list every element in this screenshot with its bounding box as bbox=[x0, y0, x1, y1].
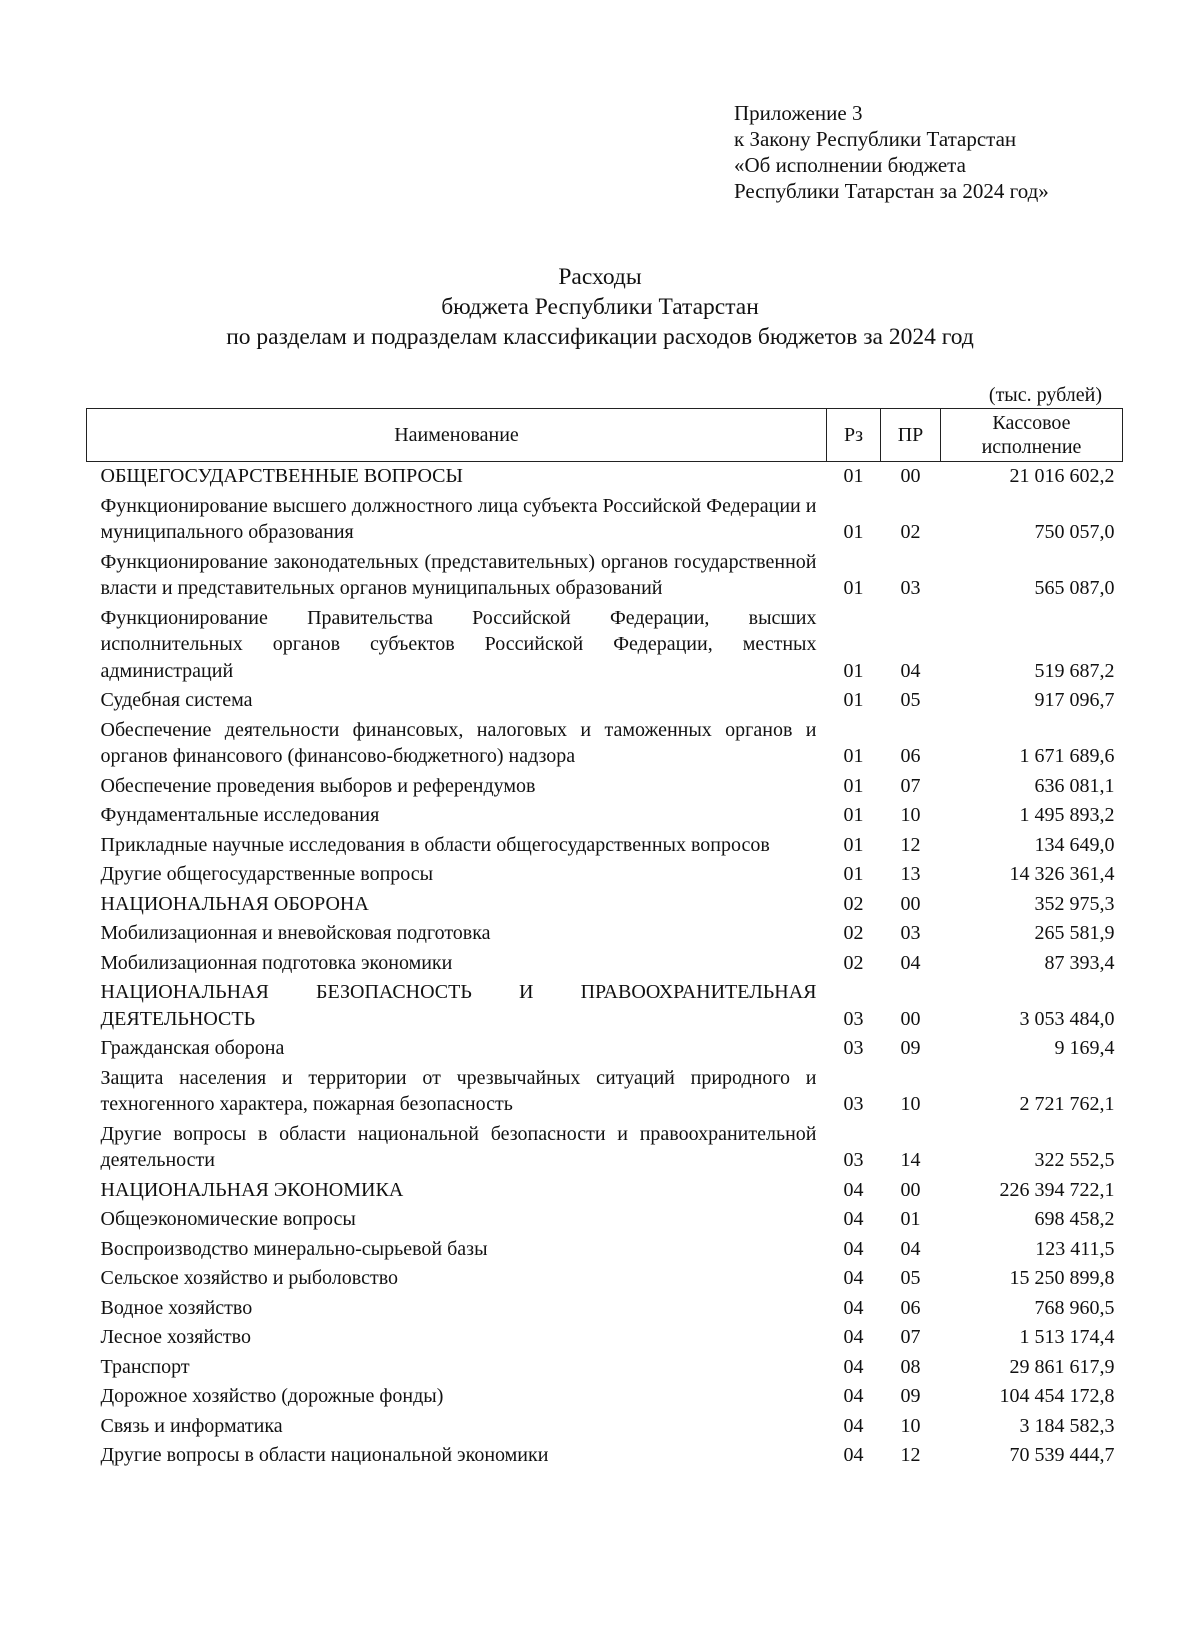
row-section-code: 01 bbox=[843, 863, 864, 885]
row-section-code: 01 bbox=[843, 577, 864, 599]
row-amount: 750 057,0 bbox=[1034, 521, 1115, 543]
row-section-code: 01 bbox=[843, 833, 864, 856]
row-name: Транспорт bbox=[100, 1355, 190, 1378]
row-amount: 565 087,0 bbox=[1034, 577, 1115, 599]
row-section-code: 02 bbox=[843, 922, 864, 944]
table-row bbox=[87, 686, 1123, 716]
row-amount: 9 169,4 bbox=[1054, 1037, 1115, 1059]
appendix-line-3: «Об исполнении бюджета bbox=[734, 153, 966, 177]
row-section-code: 04 bbox=[843, 1355, 864, 1378]
row-amount: 104 454 172,8 bbox=[999, 1385, 1115, 1407]
row-section-code: 03 bbox=[843, 1007, 864, 1030]
table-row bbox=[87, 1264, 1123, 1294]
row-amount: 636 081,1 bbox=[1034, 774, 1115, 797]
row-section-code: 04 bbox=[843, 1326, 864, 1348]
expenditure-table bbox=[86, 408, 1123, 1471]
table-row bbox=[87, 548, 1123, 604]
row-amount: 519 687,2 bbox=[1034, 659, 1115, 682]
row-section-code: 04 bbox=[843, 1385, 864, 1407]
row-subsection-code: 10 bbox=[900, 804, 921, 826]
row-section-code: 04 bbox=[843, 1414, 864, 1437]
table-row bbox=[87, 1120, 1123, 1176]
row-name: Лесное хозяйство bbox=[100, 1326, 251, 1348]
title-line-3: по разделам и подразделам классификации расходов бюджетов за 2024 год bbox=[226, 324, 974, 350]
header-sum bbox=[941, 409, 1123, 462]
appendix-note bbox=[734, 100, 1049, 204]
table-row bbox=[87, 1323, 1123, 1353]
table-row bbox=[87, 772, 1123, 802]
row-amount: 134 649,0 bbox=[1034, 833, 1115, 856]
row-amount: 15 250 899,8 bbox=[1009, 1267, 1115, 1289]
row-name: Другие общегосударственные вопросы bbox=[100, 863, 434, 885]
row-section-code: 01 bbox=[843, 689, 864, 711]
row-name: Гражданская оборона bbox=[100, 1037, 285, 1059]
row-subsection-code: 07 bbox=[900, 774, 921, 797]
row-subsection-code: 00 bbox=[900, 1007, 921, 1030]
row-section-code: 02 bbox=[843, 951, 864, 974]
row-name: Мобилизационная и вневойсковая подготовка bbox=[100, 922, 491, 944]
table-row bbox=[87, 462, 1123, 492]
row-subsection-code: 14 bbox=[900, 1149, 921, 1171]
document-title bbox=[0, 262, 1200, 352]
row-name: Обеспечение деятельности финансовых, налоговых и таможенных органов и органов финансового (финансово-бюджетного) надзора bbox=[100, 718, 817, 767]
row-name: Обеспечение проведения выборов и референдумов bbox=[100, 774, 536, 797]
row-section-code: 01 bbox=[843, 659, 864, 682]
row-subsection-code: 00 bbox=[900, 892, 921, 915]
row-subsection-code: 05 bbox=[900, 1267, 921, 1289]
table-row bbox=[87, 492, 1123, 548]
row-subsection-code: 12 bbox=[900, 833, 921, 856]
row-subsection-code: 03 bbox=[900, 922, 921, 944]
header-rz: Рз bbox=[827, 409, 881, 462]
title-line-2: бюджета Республики Татарстан bbox=[441, 294, 759, 320]
row-section-code: 03 bbox=[843, 1149, 864, 1171]
row-name: Сельское хозяйство и рыболовство bbox=[100, 1267, 399, 1289]
row-amount: 1 495 893,2 bbox=[1019, 804, 1115, 826]
row-name: Воспроизводство минерально-сырьевой базы bbox=[100, 1237, 488, 1260]
table-row bbox=[87, 1176, 1123, 1206]
row-name: Функционирование законодательных (представительных) органов государственной власти и представительных органов муниципальных образований bbox=[100, 550, 817, 599]
table-row bbox=[87, 919, 1123, 949]
row-subsection-code: 01 bbox=[900, 1208, 921, 1230]
row-amount: 1 513 174,4 bbox=[1019, 1326, 1115, 1348]
row-subsection-code: 04 bbox=[900, 951, 921, 974]
row-name: Функционирование Правительства Российской Федерации, высших исполнительных органов субъектов Российской Федерации, местных администраций bbox=[100, 606, 817, 682]
row-section-code: 01 bbox=[843, 804, 864, 826]
title-line-1: Расходы bbox=[558, 264, 642, 290]
table-row bbox=[87, 1353, 1123, 1383]
table-row bbox=[87, 860, 1123, 890]
row-section-code: 02 bbox=[843, 892, 864, 915]
row-name: Другие вопросы в области национальной безопасности и правоохранительной деятельности bbox=[100, 1122, 817, 1171]
row-name: Дорожное хозяйство (дорожные фонды) bbox=[100, 1385, 444, 1407]
row-subsection-code: 04 bbox=[900, 1237, 921, 1260]
table-body bbox=[87, 462, 1123, 1471]
row-subsection-code: 03 bbox=[900, 577, 921, 599]
table-header bbox=[87, 409, 1123, 462]
table-row bbox=[87, 1294, 1123, 1324]
row-amount: 87 393,4 bbox=[1044, 951, 1115, 974]
row-name: Мобилизационная подготовка экономики bbox=[100, 951, 453, 974]
row-subsection-code: 06 bbox=[900, 1296, 921, 1319]
table-row bbox=[87, 1235, 1123, 1265]
row-section-code: 03 bbox=[843, 1093, 864, 1115]
row-section-code: 03 bbox=[843, 1037, 864, 1059]
table-row bbox=[87, 1034, 1123, 1064]
row-amount: 123 411,5 bbox=[1035, 1237, 1115, 1260]
row-subsection-code: 08 bbox=[900, 1355, 921, 1378]
row-section-code: 04 bbox=[843, 1444, 864, 1466]
row-name: Водное хозяйство bbox=[100, 1296, 253, 1319]
row-section-code: 04 bbox=[843, 1178, 864, 1201]
table-row bbox=[87, 978, 1123, 1034]
row-amount: 322 552,5 bbox=[1034, 1149, 1115, 1171]
row-subsection-code: 05 bbox=[900, 689, 921, 711]
row-subsection-code: 00 bbox=[900, 465, 921, 487]
row-section-code: 04 bbox=[843, 1267, 864, 1289]
row-name: Фундаментальные исследования bbox=[100, 804, 380, 826]
row-section-code: 01 bbox=[843, 521, 864, 543]
row-section-code: 01 bbox=[843, 774, 864, 797]
row-name: НАЦИОНАЛЬНАЯ ЭКОНОМИКА bbox=[100, 1178, 404, 1201]
header-pr: ПР bbox=[881, 409, 941, 462]
table-row bbox=[87, 801, 1123, 831]
row-amount: 226 394 722,1 bbox=[999, 1178, 1115, 1201]
row-subsection-code: 10 bbox=[900, 1414, 921, 1437]
table-row bbox=[87, 1441, 1123, 1471]
row-amount: 698 458,2 bbox=[1034, 1208, 1115, 1230]
row-subsection-code: 04 bbox=[900, 659, 921, 682]
header-sum-line-1: Кассовое bbox=[992, 412, 1071, 434]
row-amount: 3 184 582,3 bbox=[1019, 1414, 1115, 1437]
appendix-line-4: Республики Татарстан за 2024 год» bbox=[734, 179, 1049, 203]
table-row bbox=[87, 1205, 1123, 1235]
row-name: Общеэкономические вопросы bbox=[100, 1208, 356, 1230]
row-amount: 70 539 444,7 bbox=[1009, 1444, 1115, 1466]
row-amount: 2 721 762,1 bbox=[1019, 1093, 1115, 1115]
table-row bbox=[87, 1412, 1123, 1442]
appendix-line-2: к Закону Республики Татарстан bbox=[734, 127, 1017, 151]
appendix-line-1: Приложение 3 bbox=[734, 101, 863, 125]
row-amount: 21 016 602,2 bbox=[1009, 465, 1115, 487]
header-sum-line-2: исполнение bbox=[981, 436, 1082, 458]
row-name: НАЦИОНАЛЬНАЯ ОБОРОНА bbox=[100, 892, 369, 915]
row-section-code: 01 bbox=[843, 465, 864, 487]
row-section-code: 04 bbox=[843, 1237, 864, 1260]
row-section-code: 01 bbox=[843, 745, 864, 767]
row-amount: 352 975,3 bbox=[1034, 892, 1115, 915]
row-amount: 917 096,7 bbox=[1034, 689, 1115, 711]
row-amount: 768 960,5 bbox=[1034, 1296, 1115, 1319]
row-subsection-code: 06 bbox=[900, 745, 921, 767]
row-subsection-code: 02 bbox=[900, 521, 921, 543]
row-subsection-code: 09 bbox=[900, 1037, 921, 1059]
table-row bbox=[87, 949, 1123, 979]
row-name: Функционирование высшего должностного лица субъекта Российской Федерации и муниципального образования bbox=[100, 494, 817, 543]
header-name: Наименование bbox=[87, 409, 827, 462]
row-amount: 265 581,9 bbox=[1034, 922, 1115, 944]
row-amount: 1 671 689,6 bbox=[1019, 745, 1115, 767]
table-row bbox=[87, 604, 1123, 687]
row-subsection-code: 13 bbox=[900, 863, 921, 885]
row-name: Защита населения и территории от чрезвычайных ситуаций природного и техногенного характера, пожарная безопасность bbox=[100, 1066, 817, 1115]
row-section-code: 04 bbox=[843, 1208, 864, 1230]
units-label: (тыс. рублей) bbox=[988, 384, 1102, 406]
row-subsection-code: 07 bbox=[900, 1326, 921, 1348]
table-row bbox=[87, 716, 1123, 772]
table-row bbox=[87, 1064, 1123, 1120]
row-section-code: 04 bbox=[843, 1296, 864, 1319]
row-amount: 14 326 361,4 bbox=[1009, 863, 1115, 885]
row-subsection-code: 09 bbox=[900, 1385, 921, 1407]
row-name: Судебная система bbox=[100, 689, 253, 711]
row-amount: 29 861 617,9 bbox=[1009, 1355, 1115, 1378]
row-name: Другие вопросы в области национальной экономики bbox=[100, 1444, 549, 1466]
table-row bbox=[87, 1382, 1123, 1412]
row-subsection-code: 10 bbox=[900, 1093, 921, 1115]
row-name: НАЦИОНАЛЬНАЯ БЕЗОПАСНОСТЬ И ПРАВООХРАНИТЕЛЬНАЯ ДЕЯТЕЛЬНОСТЬ bbox=[100, 981, 817, 1030]
row-amount: 3 053 484,0 bbox=[1019, 1007, 1115, 1030]
table-row bbox=[87, 890, 1123, 920]
table-row bbox=[87, 831, 1123, 861]
row-name: Связь и информатика bbox=[100, 1414, 283, 1437]
row-name: ОБЩЕГОСУДАРСТВЕННЫЕ ВОПРОСЫ bbox=[100, 465, 463, 487]
row-subsection-code: 12 bbox=[900, 1444, 921, 1466]
row-subsection-code: 00 bbox=[900, 1178, 921, 1201]
row-name: Прикладные научные исследования в области общегосударственных вопросов bbox=[100, 833, 770, 856]
